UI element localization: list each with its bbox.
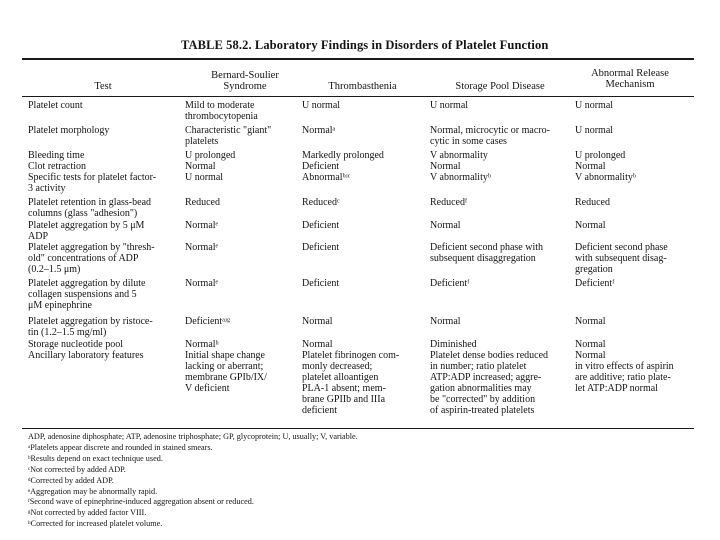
arm-cell: Normal <box>575 161 606 172</box>
spd-cell: Platelet dense bodies reduced in number; ratio platelet ATP:ADP increased; aggre- gation abnormalities may be "corrected" by addition of aspirin-treated platelets <box>430 350 549 416</box>
footnote: ᵇResults depend on exact technique used. <box>28 453 163 463</box>
bss-cell: Normalʰ <box>185 339 219 350</box>
footnote: ʰCorrected for increased platelet volume. <box>28 519 163 529</box>
bss-cell: U normal <box>185 172 224 183</box>
footnote: ᵈCorrected by added ADP. <box>28 475 114 485</box>
bss-cell: U prolonged <box>185 150 236 161</box>
bss-cell: Deficientᵃʴᵍ <box>185 316 231 327</box>
spd-cell: Deficientᶠ <box>430 278 470 289</box>
bss-cell: Normal <box>185 161 216 172</box>
test-cell: Ancillary laboratory features <box>28 350 144 361</box>
header-thrombasthenia: Thrombasthenia <box>328 81 397 92</box>
arm-cell: U normal <box>575 125 614 136</box>
bss-cell: Normalᵉ <box>185 220 219 231</box>
arm-cell: Normal in vitro effects of aspirin are additive; ratio plate- let ATP:ADP normal <box>575 350 674 394</box>
bss-cell: Characteristic "giant" platelets <box>185 125 272 147</box>
footnotes <box>28 432 688 530</box>
test-cell: Platelet aggregation by dilute collagen suspensions and 5 μM epinephrine <box>28 278 146 311</box>
footnote: ᵃPlatelets appear discrete and rounded in stained smears. <box>28 442 213 452</box>
spd-cell: Reducedᶠ <box>430 197 468 208</box>
bss-cell: Reduced <box>185 197 220 208</box>
arm-cell: Deficientᶠ <box>575 278 615 289</box>
footnote: ᵉAggregation may be abnormally rapid. <box>28 486 158 496</box>
arm-cell: Normal <box>575 339 606 350</box>
test-cell: Platelet aggregation by 5 μM ADP <box>28 220 145 242</box>
spd-cell: V abnormality <box>430 150 488 161</box>
test-cell: Specific tests for platelet factor- 3 activity <box>28 172 157 194</box>
test-cell: Bleeding time <box>28 150 85 161</box>
bss-cell: Normalᵉ <box>185 242 219 253</box>
arm-cell: Reduced <box>575 197 610 208</box>
thr-cell: U normal <box>302 100 341 111</box>
arm-cell: U normal <box>575 100 614 111</box>
test-cell: Platelet count <box>28 100 83 111</box>
test-cell: Platelet retention in glass-bead columns (glass "adhesion") <box>28 197 152 219</box>
top-rule <box>22 58 694 60</box>
header-test: Test <box>94 81 112 92</box>
arm-cell: V abnormalityᵇ <box>575 172 636 183</box>
bss-cell: Initial shape change lacking or aberrant; membrane GPIb/IX/ V deficient <box>185 350 267 394</box>
spd-cell: V abnormalityᵇ <box>430 172 491 183</box>
thr-cell: Platelet fibrinogen com- monly decreased; platelet alloantigen PLA-1 absent; mem- brane GPIIb and IIIa deficient <box>302 350 400 416</box>
spd-cell: Normal <box>430 316 461 327</box>
thr-cell: Normalᵃ <box>302 125 336 136</box>
test-cell: Platelet aggregation by ristoce- tin (1.2–1.5 mg/ml) <box>28 316 153 338</box>
arm-cell: Normal <box>575 220 606 231</box>
thr-cell: Reducedᶜ <box>302 197 340 208</box>
spd-cell: Normal <box>430 161 461 172</box>
header-bernard-soulier: Bernard-Soulier Syndrome <box>211 70 279 92</box>
footnote-abbreviations: ADP, adenosine diphosphate; ATP, adenosine triphosphate; GP, glycoprotein; U, usually; V, variable. <box>28 432 358 441</box>
footnote: ᶜNot corrected by added ADP. <box>28 464 126 474</box>
bss-cell: Normalᵉ <box>185 278 219 289</box>
thr-cell: Markedly prolonged <box>302 150 384 161</box>
bss-cell: Mild to moderate thrombocytopenia <box>185 100 258 122</box>
thr-cell: Deficient <box>302 278 340 289</box>
test-cell: Platelet morphology <box>28 125 110 136</box>
spd-cell: U normal <box>430 100 469 111</box>
test-cell: Clot retraction <box>28 161 87 172</box>
thr-cell: Normal <box>302 339 333 350</box>
test-cell: Platelet aggregation by "thresh- old" concentrations of ADP (0.2–1.5 μm) <box>28 242 155 275</box>
thr-cell: Abnormalᵇʴᶜ <box>302 172 351 183</box>
header-rule <box>22 96 694 97</box>
thr-cell: Deficient <box>302 242 340 253</box>
test-cell: Storage nucleotide pool <box>28 339 123 350</box>
header-abnormal-release: Abnormal Release Mechanism <box>591 68 669 90</box>
header-storage-pool: Storage Pool Disease <box>455 81 545 92</box>
bottom-rule <box>22 428 694 429</box>
spd-cell: Normal, microcytic or macro- cytic in some cases <box>430 125 550 147</box>
spd-cell: Diminished <box>430 339 477 350</box>
footnote: ᵍNot corrected by added factor VIII. <box>28 508 147 518</box>
arm-cell: Normal <box>575 316 606 327</box>
thr-cell: Deficient <box>302 220 340 231</box>
thr-cell: Normal <box>302 316 333 327</box>
table-title: TABLE 58.2. Laboratory Findings in Disorders of Platelet Function <box>181 38 549 52</box>
thr-cell: Deficient <box>302 161 340 172</box>
footnote: ᶠSecond wave of epinephrine-induced aggregation absent or reduced. <box>28 497 254 507</box>
spd-cell: Deficient second phase with subsequent disaggregation <box>430 242 544 264</box>
arm-cell: Deficient second phase with subsequent disag- gregation <box>575 242 668 275</box>
arm-cell: U prolonged <box>575 150 626 161</box>
spd-cell: Normal <box>430 220 461 231</box>
